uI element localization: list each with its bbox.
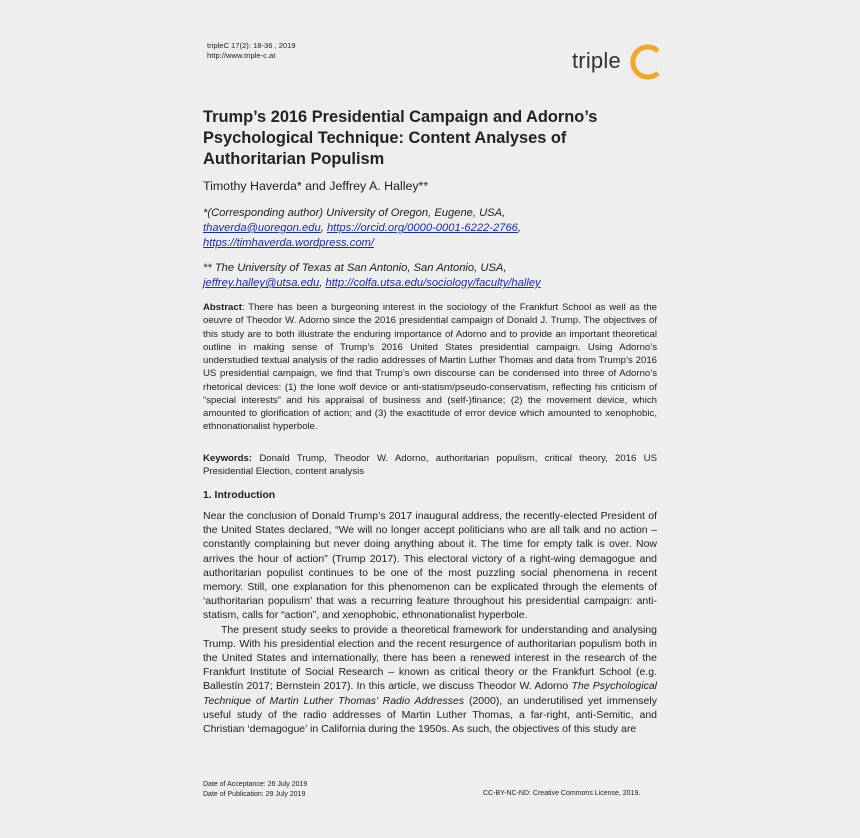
acceptance-date: Date of Acceptance: 26 July 2019 (203, 781, 308, 788)
affiliation-1: *(Corresponding author) University of Oregon, Eugene, USA, thaverda@uoregon.edu, https://orcid.org/0000-0001-6222-2766, https://timhaverda.wordpress.com/ (203, 206, 663, 251)
paragraph-2 (203, 623, 657, 737)
license-note: CC-BY-NC-ND: Creative Commons License, 2019. (483, 790, 641, 797)
keywords-text: Donald Trump, Theodor W. Adorno, authoritarian populism, critical theory, 2016 US Presidential Election, content analysis (203, 453, 657, 478)
paper-title: Trump’s 2016 Presidential Campaign and Adorno’s Psychological Technique: Content Analyses of Authoritarian Populism (203, 108, 598, 168)
author1-email-link[interactable]: thaverda@uoregon.edu (203, 222, 321, 234)
publication-date: Date of Publication: 29 July 2019 (203, 791, 306, 798)
affiliation-2: ** The University of Texas at San Antonio, San Antonio, USA, jeffrey.halley@utsa.edu, http://colfa.utsa.edu/sociology/faculty/halley (203, 261, 663, 291)
journal-citation: tripleC 17(2): 18-36 , 2019 (207, 41, 296, 50)
abstract (203, 301, 657, 434)
journal-url[interactable]: http://www.triple-c.at (207, 51, 276, 60)
book-title: The Psychological Technique of Martin Luther Thomas’ Radio Addresses (203, 680, 658, 707)
affiliation-2-text: ** The University of Texas at San Antonio, San Antonio, USA, (203, 262, 507, 274)
body-text (203, 509, 657, 736)
footer-dates (203, 780, 307, 800)
logo-text: triple (572, 48, 621, 73)
keywords-label: Keywords: (203, 453, 253, 464)
author2-email-link[interactable]: jeffrey.halley@utsa.edu (203, 277, 320, 289)
keywords (203, 452, 657, 479)
author1-website-link[interactable]: https://timhaverda.wordpress.com/ (203, 237, 374, 249)
author1-orcid-link[interactable]: https://orcid.org/0000-0001-6222-2766 (326, 222, 518, 234)
paragraph-1: Near the conclusion of Donald Trump’s 2017 inaugural address, the recently-elected President of the United States declared, “We will no longer accept politicians who are all talk and no action – constantly complaining but never doing anything about it. The time for empty talk is over. Now arrives the hour of action” (Trump 2017). This electoral victory of a right-wing demagogue and authoritarian populist continues to be one of the most puzzling social phenomena in recent memory. Still, one explanation for this phenomenon can be explicated through the elements of ‘authoritarian populism’ that was a recurring feature throughout his presidential campaign: anti-statism, calls for “action”, and xenophobic, ethnonationalist hyperbole. (203, 510, 657, 622)
paragraph-2-part-b: (2000), an underutilised yet immensely useful study of the radio addresses of Martin Luther Thomas, a far-right, anti-Semitic, and Christian ‘demagogue’ in California during the 1950s. As such, the objectives of this study are (203, 694, 657, 736)
author2-website-link[interactable]: http://colfa.utsa.edu/sociology/faculty/halley (325, 277, 541, 289)
affiliation-1-text: *(Corresponding author) University of Oregon, Eugene, USA, (203, 207, 506, 219)
abstract-text: : There has been a burgeoning interest in the sociology of the Frankfurt School as well as the oeuvre of Theodor W. Adorno since the 2016 presidential campaign of Donald J. Trump. The objectives of this study are to both illustrate the enduring importance of Adorno and to provide an important theoretical outline in making sense of Trump’s 2016 United States presidential campaign. Using Adorno’s understudied textual analysis of the radio addresses of Martin Luther Thomas and data from Trump’s 2016 US presidential campaign, we find that Trump’s own discourse can be condensed into three of Adorno’s rhetorical devices: (1) the lone wolf device or anti-statism/pseudo-conservatism, reflecting his criticism of “special interests” and his appraisal of business and (self-)finance; (2) the movement device, which amounted to glorification of action; and (3) the exactitude of error device which amounted to xenophobic, ethnonationalist hyperbole. (203, 302, 657, 433)
triplec-logo (572, 40, 658, 82)
journal-header (207, 41, 296, 61)
paragraph-2-part-a: The present study seeks to provide a theoretical framework for understanding and analysing Trump. With his presidential election and the recent resurgence of authoritarian populism both in the United States and internationally, there has been a renewed interest in the research of the Frankfurt Institute of Social Research – known as critical theory or the Frankfurt School (e.g. Ballestín 2017; Bernstein 2017). In this article, we discuss Theodor W. Adorno (203, 623, 657, 693)
section-heading: 1. Introduction (203, 490, 276, 501)
paper-authors: Timothy Haverda* and Jeffrey A. Halley** (203, 179, 429, 193)
logo-c-icon (625, 42, 665, 82)
abstract-label: Abstract (203, 302, 242, 313)
